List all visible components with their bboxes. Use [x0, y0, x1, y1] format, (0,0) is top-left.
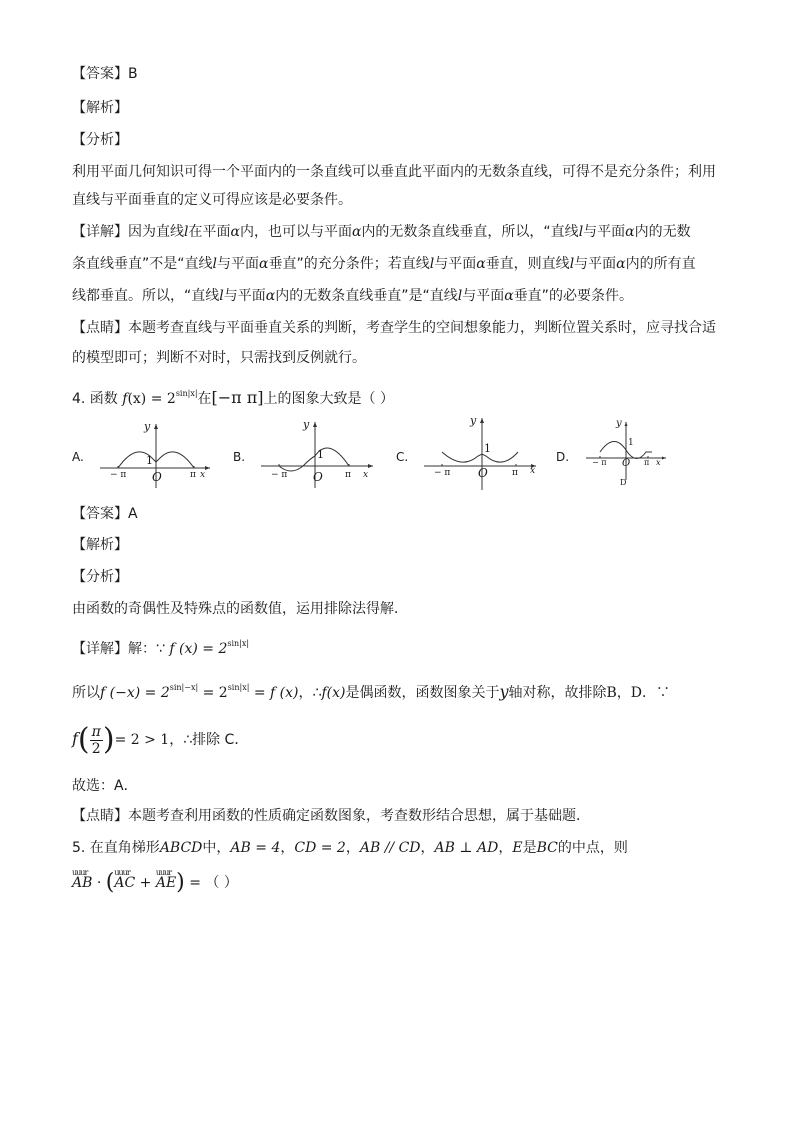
q3-xiangjie-line1 [72, 222, 691, 242]
q4-fenxi-tag: 【分析】 [72, 569, 128, 585]
formula: = 2 [198, 685, 228, 701]
formula: = f (x) [249, 685, 299, 701]
formula: f (x) = 2 [169, 641, 228, 657]
label-origin: O [622, 458, 631, 469]
func-f: f [72, 729, 78, 748]
interval: [−π π] [211, 388, 264, 407]
vec-mark: uuur [114, 868, 130, 877]
var-l: l [457, 288, 463, 304]
option-b [233, 418, 383, 490]
option-label: D. [556, 450, 570, 464]
op: + [135, 875, 156, 891]
option-a [72, 418, 222, 490]
var-l: l [429, 256, 435, 272]
vec-label: AC [114, 875, 136, 891]
var-l: l [569, 256, 575, 272]
answer-value: B [128, 66, 138, 82]
var: E [512, 840, 523, 856]
vec-label: AB [72, 875, 93, 891]
vector-ac [114, 870, 135, 896]
text: 的中点，则 [557, 840, 628, 856]
q3-jiexi-tag: 【解析】 [72, 100, 128, 116]
answer-value: A [128, 506, 138, 522]
text: 内的所有直 [625, 256, 696, 272]
text: 轴对称，故排除 [508, 685, 607, 701]
text: 与平面 [574, 256, 617, 272]
text: 内，也可以与平面 [239, 224, 352, 240]
q3-xiangjie-line3 [72, 286, 633, 306]
var-alpha: α [504, 288, 514, 304]
var-l: l [578, 224, 584, 240]
text: 与平面 [434, 256, 477, 272]
curve-c [442, 452, 518, 462]
exponent: sin|x| [227, 683, 250, 692]
q5-stem [72, 838, 628, 858]
text: = （ ） [184, 875, 238, 891]
exponent: sin|x| [227, 639, 250, 648]
text: 是 [522, 840, 537, 856]
text: 本题考查直线与平面垂直关系的判断，考查学生的空间想象能力，判断位置关系时，应寻找合适 [128, 320, 716, 336]
option-label: B. [233, 450, 246, 464]
formula: CD = 2 [294, 840, 346, 856]
answer-tag: 【答案】 [72, 66, 128, 82]
text: ，∴ [298, 685, 322, 701]
text: 与平面 [223, 288, 266, 304]
text: 所以 [72, 685, 100, 701]
formula: AB // CD [359, 840, 421, 856]
option-d [556, 418, 676, 490]
q4-stem [72, 384, 394, 409]
text: 4. 函数 [72, 391, 118, 407]
exponent: sin|−x| [169, 683, 199, 692]
vector-ae [156, 870, 176, 896]
option-label: C. [396, 450, 409, 464]
label-x: x [363, 470, 369, 480]
text: 上的图象大致是（ ） [263, 391, 394, 407]
label-y: y [470, 414, 477, 427]
text: 垂直”的必要条件。 [513, 288, 633, 304]
q3-fenxi-tag: 【分析】 [72, 132, 128, 148]
var-l: l [219, 288, 224, 304]
label-one: 1 [628, 438, 634, 448]
label-y: y [144, 420, 151, 433]
label-x: x [200, 470, 206, 480]
text: 在 [197, 391, 212, 407]
label-pi: π [190, 470, 196, 480]
var-alpha: α [259, 256, 269, 272]
q3-dianjing-line2: 的模型即可；判断不对时，只需找到反例就行。 [72, 350, 366, 366]
exponent: sin|x| [175, 389, 198, 398]
q3-answer-line [72, 64, 138, 84]
q4-frac-line [72, 716, 248, 762]
text: ， [498, 840, 513, 856]
q4-answer-line [72, 504, 138, 524]
var-alpha: α [351, 224, 362, 240]
text: ，∴排除 C． [169, 732, 249, 748]
frac-num: π [91, 723, 101, 740]
vector-ab [72, 870, 92, 896]
label-pi: π [644, 458, 650, 467]
q5-expression [72, 870, 238, 896]
label-pi: π [512, 468, 518, 478]
label-one: 1 [317, 448, 324, 461]
q3-xiangjie-line2 [72, 254, 696, 274]
var-l: l [184, 224, 189, 240]
var-alpha: α [616, 256, 626, 272]
var-alpha: α [265, 288, 276, 304]
text: ， [345, 840, 360, 856]
formula: = 2 > 1 [114, 732, 170, 748]
formula: AB ⊥ AD [434, 840, 499, 856]
paren-open: ( [77, 722, 90, 757]
q3-fenxi-line2: 直线与平面垂直的定义可得应该是必要条件。 [72, 192, 352, 208]
q4-guxuan: 故选：A． [72, 778, 138, 794]
graph-caption: D [620, 478, 627, 487]
text: 与平面 [583, 224, 626, 240]
label-neg-pi: − π [271, 470, 288, 480]
text: 在平面 [188, 224, 231, 240]
x-arrow [205, 466, 210, 470]
label-origin: O [152, 470, 162, 484]
paren-close: ) [176, 870, 185, 895]
x-arrow [662, 457, 666, 460]
label-pi: π [345, 470, 351, 480]
dianjing-tag: 【点睛】 [72, 808, 128, 824]
curve-b [279, 448, 349, 471]
y-arrow [154, 424, 158, 429]
q4-fenxi: 由函数的奇偶性及特殊点的函数值，运用排除法得解． [72, 601, 408, 617]
answer-tag: 【答案】 [72, 506, 128, 522]
label-x: x [530, 466, 536, 476]
label-neg-pi: − π [110, 470, 127, 480]
dianjing-tag: 【点睛】 [72, 320, 128, 336]
text: 中， [202, 840, 231, 856]
text: ， [420, 840, 435, 856]
text: 5. 在直角梯形 [72, 840, 160, 856]
var-alpha: α [230, 224, 240, 240]
y-arrow [625, 422, 628, 426]
label-origin: O [478, 466, 488, 480]
var: BC [536, 840, 558, 856]
var-alpha: α [625, 224, 635, 240]
func-f: f [122, 391, 128, 407]
text: 内的无数条直线垂直，所以，“直线 [361, 224, 579, 240]
var-l: l [212, 256, 217, 272]
label-x: x [656, 458, 661, 467]
var: ABCD [159, 840, 203, 856]
op: · [92, 875, 106, 891]
paren-open: ( [105, 870, 115, 895]
text: 内的无数 [634, 224, 691, 240]
q3-dianjing-line1 [72, 318, 716, 338]
label-neg-pi: − π [592, 458, 607, 467]
text: 垂直”的充分条件；若直线 [268, 256, 430, 272]
xiangjie-tag: 【详解】 [72, 641, 128, 657]
label-y: y [616, 418, 622, 429]
vec-label: AE [155, 875, 177, 891]
var-y: y [499, 682, 509, 701]
text: B，D．∵ [606, 685, 671, 701]
q4-dianjing-line [72, 806, 590, 826]
vec-mark: uuur [155, 868, 172, 877]
text: 内的无数条直线垂直”是“直线 [275, 288, 458, 304]
q4-since-line [72, 678, 670, 703]
text: (x) = 2 [127, 391, 176, 407]
y-arrow [313, 422, 317, 427]
option-c [396, 414, 546, 492]
option-label: A. [72, 450, 84, 464]
label-one: 1 [146, 454, 153, 467]
var-alpha: α [476, 256, 486, 272]
xiangjie-tag: 【详解】 [72, 224, 128, 240]
y-arrow [480, 418, 484, 423]
paren-close: ) [102, 722, 115, 757]
text: 与平面 [462, 288, 505, 304]
text: ， [280, 840, 295, 856]
x-arrow [368, 464, 373, 468]
label-neg-pi: − π [434, 468, 451, 478]
text: 本题考查利用函数的性质确定函数图象，考查数形结合思想，属于基础题． [128, 808, 590, 824]
text: 是偶函数，函数图象关于 [345, 685, 500, 701]
q4-jiexi-tag: 【解析】 [72, 537, 128, 553]
fraction [90, 724, 103, 757]
formula: f (−x) = 2 [100, 685, 170, 701]
text: 条直线垂直”不是“直线 [72, 256, 213, 272]
text: 线都垂直。所以，“直线 [72, 288, 220, 304]
text: 与平面 [217, 256, 259, 272]
text: 因为直线 [128, 224, 184, 240]
vec-mark: uuur [72, 868, 88, 877]
label-y: y [303, 418, 310, 431]
frac-den: 2 [91, 740, 101, 757]
q4-xiangjie-line [72, 634, 249, 659]
text: 垂直，则直线 [485, 256, 570, 272]
q3-fenxi-line1: 利用平面几何知识可得一个平面内的一条直线可以垂直此平面内的无数条直线，可得不是充分条件；利用 [72, 164, 716, 180]
formula: AB = 4 [230, 840, 281, 856]
label-origin: O [313, 470, 323, 484]
text: 解：∵ [128, 641, 165, 657]
label-one: 1 [484, 442, 491, 455]
formula: f(x) [321, 685, 346, 701]
